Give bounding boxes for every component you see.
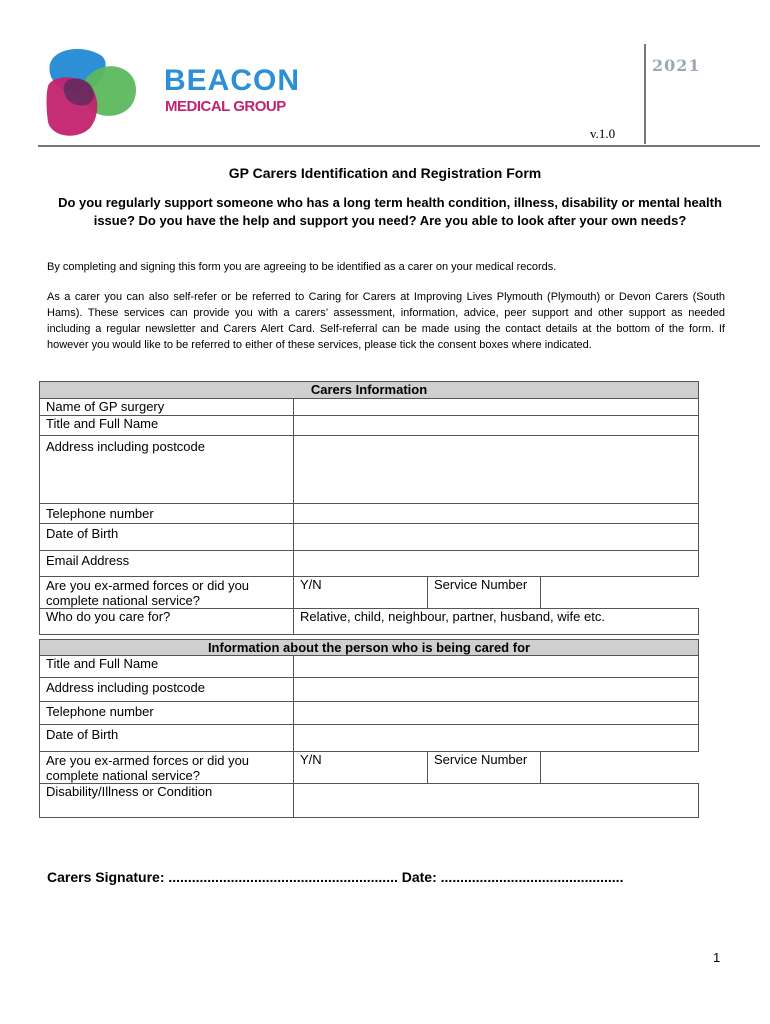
cared-service-number-label: Service Number (428, 752, 541, 784)
cared-name-field[interactable] (294, 656, 699, 678)
intro-question: Do you regularly support someone who has a long term health condition, illness, disability or mental health issue? Do you have the help and support you need? Are you able to look after your own needs? (58, 195, 722, 228)
carer-service-number-field[interactable] (541, 577, 699, 609)
carer-address-field[interactable] (294, 436, 699, 504)
carer-dob-field[interactable] (294, 524, 699, 551)
beacon-logo-icon (44, 46, 140, 138)
carer-email-field[interactable] (294, 551, 699, 577)
gp-surgery-label: Name of GP surgery (40, 399, 294, 416)
cared-address-field[interactable] (294, 678, 699, 702)
carer-address-label: Address including postcode (40, 436, 294, 504)
form-title: GP Carers Identification and Registration Form (228, 165, 542, 181)
carer-telephone-field[interactable] (294, 504, 699, 524)
who-care-field[interactable]: Relative, child, neighbour, partner, husband, wife etc. (294, 609, 699, 635)
carer-name-label: Title and Full Name (40, 416, 294, 436)
page-number: 1 (713, 950, 721, 965)
who-care-label: Who do you care for? (40, 609, 294, 635)
referral-paragraph: As a carer you can also self-refer or be referred to Caring for Carers at Improving Lives Plymouth (Plymouth) or Devon Carers (South Hams). These services can provide you with a carers’ assessment, information, advice, peer support and other support as needed including a regular newsletter and Carers Alert Card. Self-referral can be made using the contact details at the bottom of the form. If however you would like to be referred to either of these services, please tick the consent boxes where indicated. (47, 291, 725, 351)
form-version: v.1.0 (590, 126, 616, 141)
brand-name: BEACON (164, 64, 301, 97)
cared-service-number-field[interactable] (541, 752, 699, 784)
carer-armed-forces-yn[interactable]: Y/N (294, 577, 428, 609)
header-vertical-divider (644, 44, 646, 144)
carer-service-number-label: Service Number (428, 577, 541, 609)
carer-name-field[interactable] (294, 416, 699, 436)
carer-telephone-label: Telephone number (40, 504, 294, 524)
cared-address-label: Address including postcode (40, 678, 294, 702)
form-year: 2021 (652, 56, 701, 75)
cared-dob-label: Date of Birth (40, 725, 294, 752)
cared-telephone-field[interactable] (294, 702, 699, 725)
cared-armed-forces-yn[interactable]: Y/N (294, 752, 428, 784)
carers-form-table (39, 381, 699, 635)
carer-email-label: Email Address (40, 551, 294, 577)
condition-label: Disability/Illness or Condition (40, 784, 294, 818)
cared-for-heading: Information about the person who is being cared for (40, 640, 699, 656)
carer-armed-forces-label: Are you ex-armed forces or did you complete national service? (40, 577, 294, 609)
carer-dob-label: Date of Birth (40, 524, 294, 551)
header-horizontal-divider (38, 145, 760, 147)
condition-field[interactable] (294, 784, 699, 818)
carers-info-heading: Carers Information (40, 382, 699, 399)
consent-statement: By completing and signing this form you are agreeing to be identified as a carer on your medical records. (47, 261, 557, 273)
cared-dob-field[interactable] (294, 725, 699, 752)
signature-date-line[interactable]: Carers Signature: ........................................................... Date: ............................................... (47, 869, 624, 885)
cared-telephone-label: Telephone number (40, 702, 294, 725)
gp-surgery-field[interactable] (294, 399, 699, 416)
cared-name-label: Title and Full Name (40, 656, 294, 678)
cared-armed-forces-label: Are you ex-armed forces or did you complete national service? (40, 752, 294, 784)
brand-subtitle: MEDICAL GROUP (165, 98, 286, 115)
cared-for-table (39, 639, 699, 818)
